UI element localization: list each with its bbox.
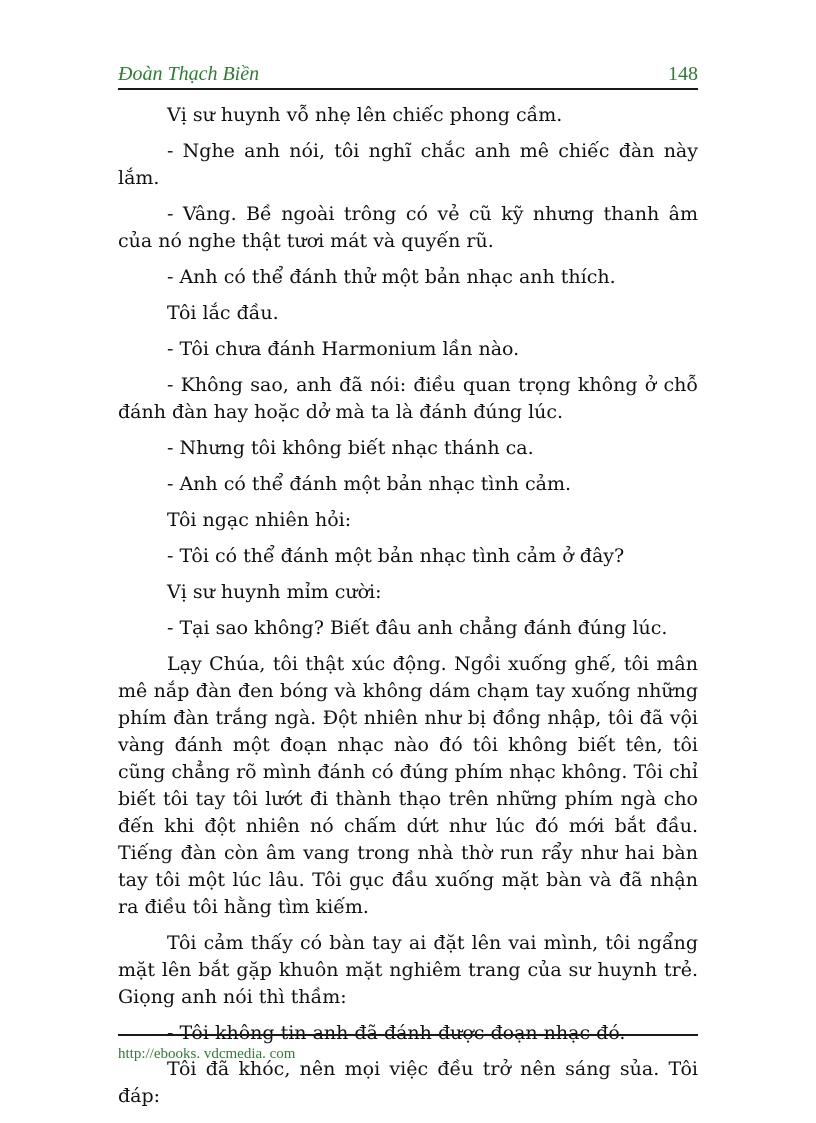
header-author: Đoàn Thạch Biền (118, 63, 260, 85)
paragraph: - Vâng. Bề ngoài trông có vẻ cũ kỹ nhưng thanh âm của nó nghe thật tươi mát và quyến rũ. (118, 203, 698, 252)
paragraph: Tôi đã khóc, nên mọi việc đều trở nên sáng sủa. Tôi đáp: (118, 1058, 698, 1107)
paragraph: - Anh có thể đánh thử một bản nhạc anh thích. (167, 266, 616, 288)
page-number: 148 (668, 63, 698, 85)
footer-divider (118, 1034, 698, 1036)
paragraph: Vị sư huynh mỉm cười: (167, 581, 382, 603)
paragraph: Tôi ngạc nhiên hỏi: (167, 509, 352, 531)
paragraph: Tôi cảm thấy có bàn tay ai đặt lên vai mình, tôi ngẩng mặt lên bắt gặp khuôn mặt nghiêm trang của sư huynh trẻ. Giọng anh nói thì thầm: (118, 932, 698, 1008)
footer-link[interactable]: http://ebooks. vdcmedia. com (118, 1046, 296, 1062)
paragraph: - Tại sao không? Biết đâu anh chẳng đánh đúng lúc. (167, 617, 668, 639)
paragraph: Lạy Chúa, tôi thật xúc động. Ngồi xuống ghế, tôi mân mê nắp đàn đen bóng và không dám chạm tay xuống những phím đàn trắng ngà. Đột nhiên như bị đồng nhập, tôi đã vội vàng đánh một đoạn nhạc nào đó tôi không biết tên, tôi cũng chẳng rõ mình đánh có đúng phím nhạc không. Tôi chỉ biết tôi tay tôi lướt đi thành thạo trên những phím ngà cho đến khi đột nhiên nó chấm dứt như lúc đó mới bắt đầu. Tiếng đàn còn âm vang trong nhà thờ run rẩy như hai bàn tay tôi một lúc lâu. Tôi gục đầu xuống mặt bàn và đã nhận ra điều tôi hằng tìm kiếm. (118, 653, 698, 918)
paragraph: - Không sao, anh đã nói: điều quan trọng không ở chỗ đánh đàn hay hoặc dở mà ta là đánh đúng lúc. (118, 374, 698, 423)
paragraph: Tôi lắc đầu. (167, 302, 279, 324)
paragraph: - Nhưng tôi không biết nhạc thánh ca. (167, 437, 534, 459)
paragraph: - Tôi không tin anh đã đánh được đoạn nhạc đó. (167, 1022, 626, 1044)
paragraph: - Nghe anh nói, tôi nghĩ chắc anh mê chiếc đàn này lắm. (118, 140, 698, 189)
page-header (118, 62, 698, 90)
paragraph: - Tôi có thể đánh một bản nhạc tình cảm ở đây? (167, 545, 625, 567)
paragraph: - Anh có thể đánh một bản nhạc tình cảm. (167, 473, 572, 495)
paragraph: Vị sư huynh vỗ nhẹ lên chiếc phong cầm. (167, 104, 563, 126)
body-text (118, 102, 698, 1119)
paragraph: - Tôi chưa đánh Harmonium lần nào. (167, 338, 520, 360)
